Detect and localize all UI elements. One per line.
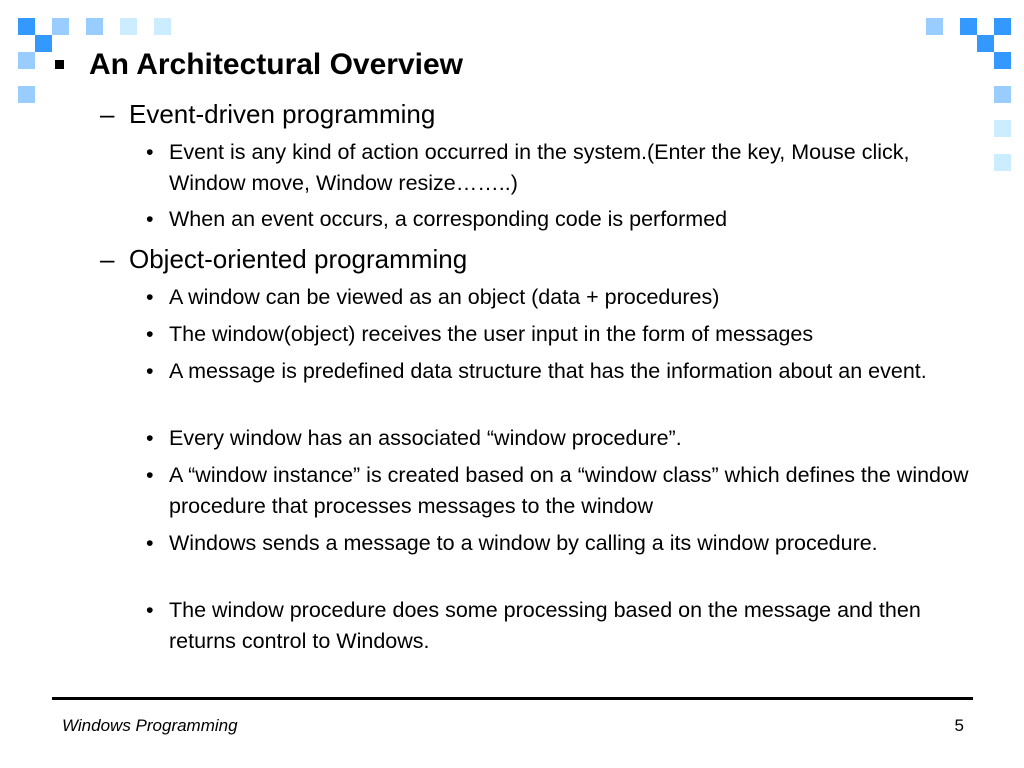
decor-square: [35, 35, 52, 52]
list-item-text: Windows sends a message to a window by calling a its window procedure.: [169, 531, 878, 555]
list-item: [146, 282, 986, 313]
slide-title-text: An Architectural Overview: [89, 48, 464, 81]
bullet-icon: •: [146, 359, 154, 383]
list-item: [146, 595, 986, 657]
section-heading: [100, 244, 467, 275]
dash-bullet-icon: –: [100, 244, 115, 274]
list-item-text: The window procedure does some processing based on the message and then returns control to Windows.: [169, 598, 921, 653]
list-item-text: A window can be viewed as an object (data + procedures): [169, 285, 720, 309]
bullet-icon: •: [146, 426, 154, 450]
decor-square: [994, 86, 1011, 103]
list-item: [146, 204, 986, 235]
list-item-text: When an event occurs, a corresponding code is performed: [169, 207, 728, 231]
bullet-icon: •: [146, 598, 154, 622]
list-item-text: A “window instance” is created based on a “window class” which defines the window procedure that processes messages to the window: [169, 463, 969, 518]
decor-square: [994, 154, 1011, 171]
list-item-text: The window(object) receives the user input in the form of messages: [169, 322, 814, 346]
square-bullet-icon: [55, 60, 64, 69]
bullet-icon: •: [146, 207, 154, 231]
list-item-text: Event is any kind of action occurred in the system.(Enter the key, Mouse click, Window move, Window resize……..): [169, 140, 910, 195]
list-item: [146, 423, 986, 454]
list-item: [146, 356, 986, 387]
list-item: [146, 528, 986, 559]
footer-divider: [52, 697, 973, 700]
footer-title: Windows Programming: [62, 716, 238, 735]
bullet-icon: •: [146, 322, 154, 346]
list-item: [146, 319, 986, 350]
decor-square: [52, 18, 69, 35]
decor-square: [926, 18, 943, 35]
decor-square: [994, 18, 1011, 35]
decor-square: [86, 18, 103, 35]
bullet-icon: •: [146, 463, 154, 487]
section-heading-text: Event-driven programming: [129, 99, 436, 129]
decor-square: [18, 18, 35, 35]
page-number: 5: [954, 716, 964, 735]
dash-bullet-icon: –: [100, 99, 115, 129]
list-item-text: A message is predefined data structure that has the information about an event.: [169, 359, 927, 383]
section-heading: [100, 99, 435, 130]
decor-square: [18, 86, 35, 103]
slide-title: [55, 48, 463, 82]
decor-square: [120, 18, 137, 35]
list-item: [146, 460, 986, 522]
decor-square: [977, 35, 994, 52]
list-item-text: Every window has an associated “window procedure”.: [169, 426, 682, 450]
bullet-icon: •: [146, 285, 154, 309]
decor-square: [994, 52, 1011, 69]
section-heading-text: Object-oriented programming: [129, 244, 468, 274]
decor-square: [18, 52, 35, 69]
decor-square: [994, 120, 1011, 137]
bullet-icon: •: [146, 531, 154, 555]
bullet-icon: •: [146, 140, 154, 164]
list-item: [146, 137, 986, 199]
decor-square: [960, 18, 977, 35]
decor-square: [154, 18, 171, 35]
